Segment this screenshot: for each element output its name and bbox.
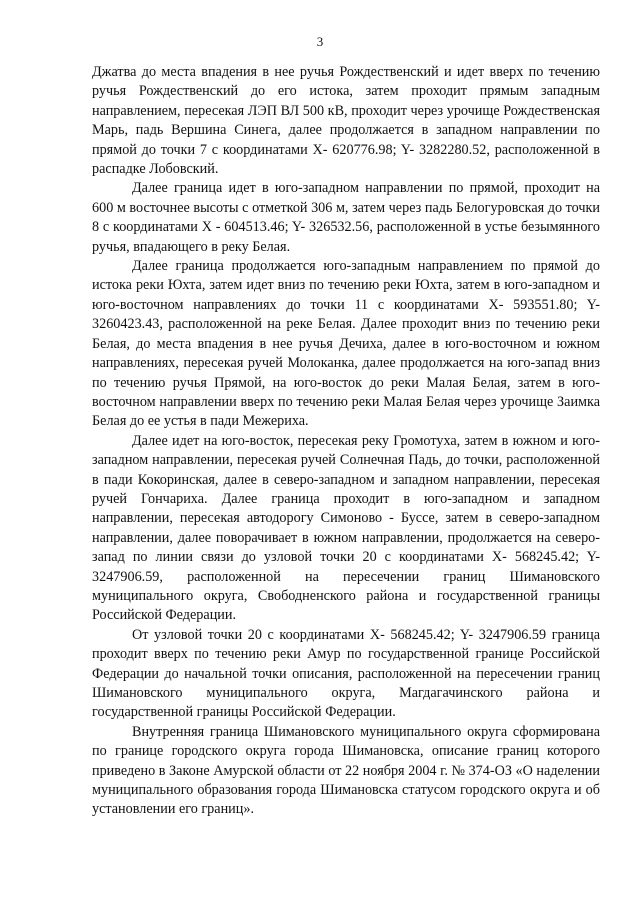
paragraph-5: От узловой точки 20 с координатами X- 568245.42; Y- 3247906.59 граница проходит вверх по течению реки Амур по государственной границе Российской Федерации до начальной точки описания, расположенной на пересечении границ Шимановского муниципального округа, Магдагачинского района и государственной границы Российской Федерации.	[92, 626, 600, 721]
paragraph-3: Далее граница продолжается юго-западным направлением по прямой до истока реки Юхта, затем идет вниз по течению реки Юхта, затем в юго-западном и юго-восточном направлениях до точки 11 с координатами X- 593551.80; Y- 3260423.43, расположенной на реке Белая. Далее проходит вниз по течению реки Белая, до места впадения в нее ручья Дечиха, далее в юго-восточном и южном направлениях, пересекая ручей Молоканка, далее продолжается на юго-запад вниз по течению ручья Прямой, на юго-восток до реки Малая Белая, затем в юго-восточном направлении вверх по течению реки Малая Белая через урочище Заимка Белая до ее устья в пади Межериха.	[92, 258, 600, 430]
paragraph-4: Далее идет на юго-восток, пересекая реку Громотуха, затем в южном и юго-западном направлении, пересекая ручей Солнечная Падь, до точки, расположенной в пади Кокоринская, далее в северо-западном и западном направлении, пересекая ручей Гончариха. Далее граница проходит в юго-западном и западном направлении, пересекая автодорогу Симоново - Буссе, затем в северо-западном направлении, далее поворачивает в южном направлении, продолжается на северо-запад по линии связи до узловой точки 20 с координатами X- 568245.42; Y- 3247906.59, расположенной на пересечении границ Шимановского муниципального округа, Свободненского района и государственной границы Российской Федерации.	[92, 432, 600, 624]
paragraph-1: Джатва до места впадения в нее ручья Рождественский и идет вверх по течению ручья Рождественский до его истока, затем проходит прямым западным направлением, пересекая ЛЭП ВЛ 500 кВ, проходит через урочище Рождественская Марь, падь Вершина Синега, далее продолжается в западном направлении по прямой до точки 7 с координатами X- 620776.98; Y- 3282280.52, расположенной в распадке Лобовский.	[92, 64, 600, 178]
page-number: 3	[316, 34, 324, 49]
paragraph-2: Далее граница идет в юго-западном направлении по прямой, проходит на 600 м восточнее высоты с отметкой 306 м, затем через падь Белогуровская до точки 8 с координатами X - 604513.46; Y- 326532.56, расположенной в устье безымянного ручья, впадающего в реку Белая.	[92, 180, 600, 255]
paragraph-6: Внутренняя граница Шимановского муниципального округа сформирована по границе городского округа города Шимановска, описание границ которого приведено в Законе Амурской области от 22 ноября 2004 г. № 374-ОЗ «О наделении муниципального образования города Шимановска статусом городского округа и об установлении его границ».	[92, 723, 600, 818]
document-body	[92, 63, 600, 820]
